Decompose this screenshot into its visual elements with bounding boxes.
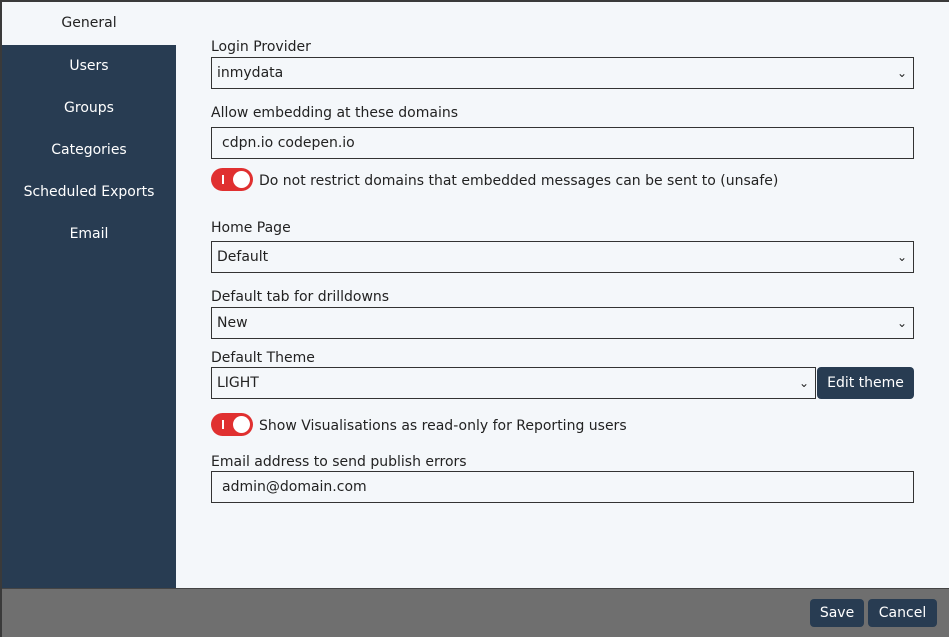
theme-label: Default Theme (211, 350, 315, 366)
toggle-knob (233, 171, 250, 188)
readonly-visualisations-toggle[interactable] (211, 413, 253, 436)
home-page-value: Default (217, 249, 269, 265)
save-button[interactable]: Save (810, 599, 864, 627)
toggle-knob (233, 416, 250, 433)
home-page-select[interactable] (211, 241, 914, 273)
embed-domains-label: Allow embedding at these domains (211, 105, 459, 121)
footer (2, 588, 949, 637)
chevron-down-icon: ⌄ (896, 316, 907, 330)
toggle-on-mark (222, 420, 224, 429)
tab-users[interactable]: Users (69, 58, 109, 74)
publish-email-input[interactable] (211, 471, 914, 503)
tab-email[interactable]: Email (69, 226, 109, 242)
tab-general[interactable]: General (2, 2, 176, 45)
tab-groups[interactable]: Groups (64, 100, 114, 116)
drilldown-tab-value: New (217, 315, 248, 331)
drilldown-tab-select[interactable] (211, 307, 914, 339)
login-provider-label: Login Provider (211, 39, 311, 55)
home-page-label: Home Page (211, 220, 291, 236)
sidebar (2, 2, 176, 588)
cancel-button[interactable]: Cancel (868, 599, 937, 627)
embed-domains-input[interactable] (211, 127, 914, 159)
toggle-on-mark (222, 175, 224, 184)
login-provider-select[interactable] (211, 57, 914, 89)
general-settings (176, 2, 949, 588)
unrestricted-domains-toggle[interactable] (211, 168, 253, 191)
unrestricted-domains-label: Do not restrict domains that embedded messages can be sent to (unsafe) (259, 173, 779, 189)
embed-domains-value: cdpn.io codepen.io (222, 135, 355, 151)
login-provider-value: inmydata (217, 65, 284, 81)
theme-value: LIGHT (217, 375, 259, 391)
publish-email-label: Email address to send publish errors (211, 454, 467, 470)
chevron-down-icon: ⌄ (798, 376, 809, 390)
tab-categories[interactable]: Categories (51, 142, 127, 158)
publish-email-value: admin@domain.com (222, 479, 367, 495)
chevron-down-icon: ⌄ (896, 66, 907, 80)
readonly-visualisations-label: Show Visualisations as read-only for Reporting users (259, 418, 627, 434)
tab-scheduled-exports[interactable]: Scheduled Exports (23, 184, 155, 200)
edit-theme-button[interactable]: Edit theme (817, 367, 914, 399)
chevron-down-icon: ⌄ (896, 250, 907, 264)
theme-select[interactable] (211, 367, 816, 399)
drilldown-tab-label: Default tab for drilldowns (211, 289, 390, 305)
